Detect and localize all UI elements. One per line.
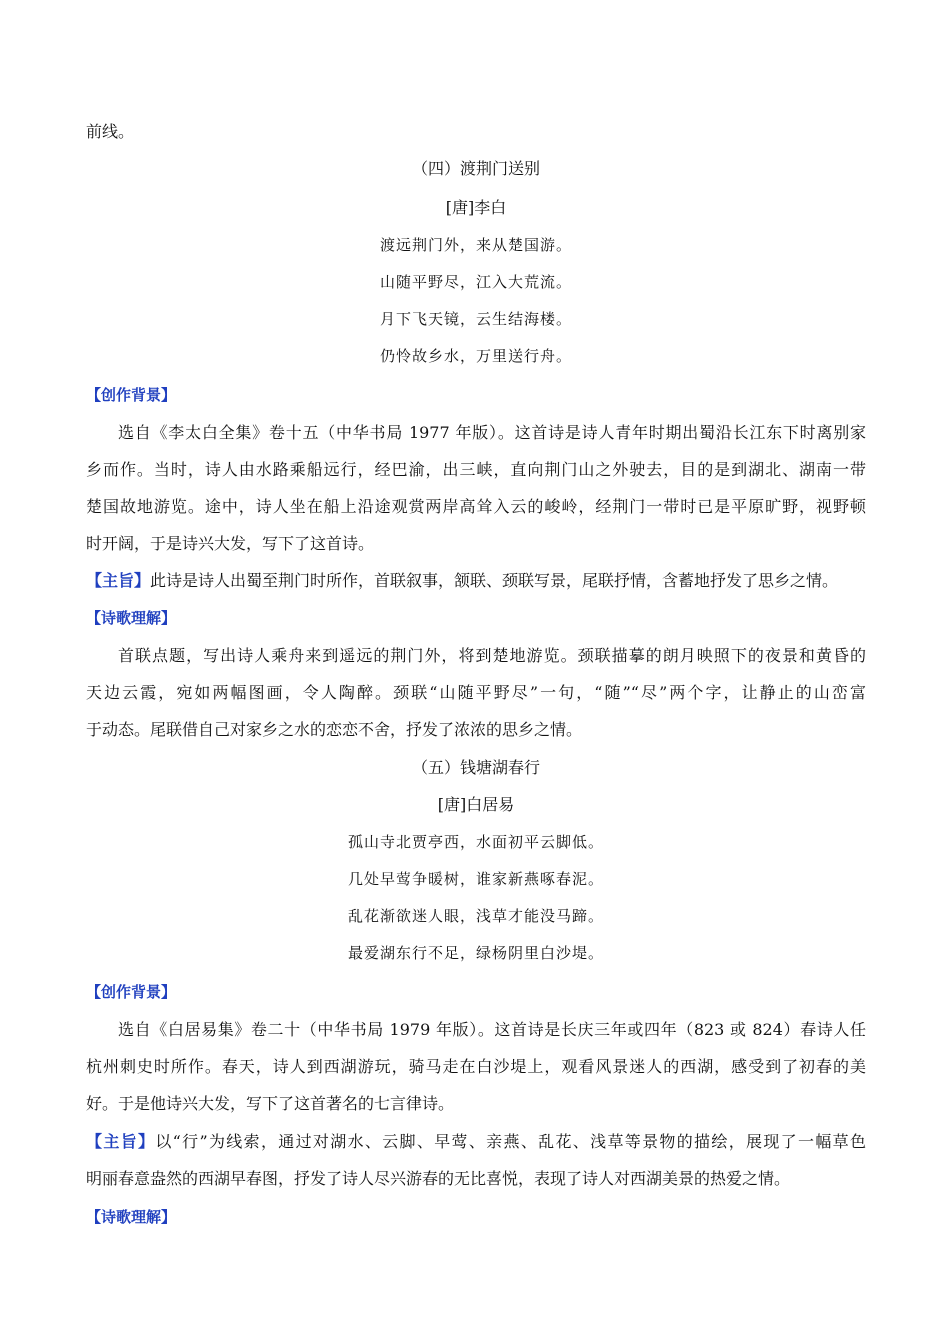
poem5-title: （五）钱塘湖春行 — [411, 758, 540, 777]
poem4-understanding-heading: 【诗歌理解】 — [86, 609, 177, 627]
poem5-theme-text-1: 以“行”为线索，通过对湖水、云脚、早莺、亲燕、乱花、浅草等景物的描绘，展现了一幅草色 — [155, 1132, 866, 1151]
poem4-background-line-1: 选自《李太白全集》卷十五（中华书局 1977 年版）。这首诗是诗人青年时期出蜀沿长江东下时离别家 — [118, 423, 866, 442]
poem5-line-2: 几处早莺争暖树，谁家新燕啄春泥。 — [347, 870, 604, 888]
poem5-author: [唐]白居易 — [437, 795, 515, 814]
poem5-background-heading: 【创作背景】 — [86, 983, 177, 1001]
poem5-line-4: 最爱湖东行不足，绿杨阴里白沙堤。 — [347, 944, 604, 962]
poem4-author: [唐]李白 — [445, 198, 507, 217]
poem4-understanding-line-3: 于动态。尾联借自己对家乡之水的恋恋不舍，抒发了浓浓的思乡之情。 — [86, 720, 583, 739]
poem4-line-2: 山随平野尽，江入大荒流。 — [379, 273, 572, 291]
poem4-theme-label: 【主旨】 — [86, 571, 151, 590]
poem5-theme-line-1 — [86, 1131, 866, 1153]
poem5-background-line-1: 选自《白居易集》卷二十（中华书局 1979 年版）。这首诗是长庆三年或四年（823 或 824）春诗人任 — [118, 1020, 866, 1039]
poem4-line-4: 仍怜故乡水，万里送行舟。 — [379, 347, 572, 365]
poem4-line-1: 渡远荆门外，来从楚国游。 — [379, 236, 572, 254]
poem4-theme — [86, 570, 866, 592]
poem4-background-line-4: 时开阔，于是诗兴大发，写下了这首诗。 — [86, 534, 375, 553]
poem5-background-line-2: 杭州刺史时所作。春天，诗人到西湖游玩，骑马走在白沙堤上，观看风景迷人的西湖，感受到了初春的美 — [86, 1057, 866, 1076]
poem5-understanding-heading: 【诗歌理解】 — [86, 1208, 177, 1226]
poem4-background-line-2: 乡而作。当时，诗人由水路乘船远行，经巴渝，出三峡，直向荆门山之外驶去，目的是到湖北、湖南一带 — [86, 460, 866, 479]
poem4-title: （四）渡荆门送别 — [411, 159, 540, 178]
poem5-line-1: 孤山寺北贾亭西，水面初平云脚低。 — [347, 833, 604, 851]
poem5-theme-label: 【主旨】 — [86, 1132, 156, 1151]
poem5-theme-line-2: 明丽春意盎然的西湖早春图，抒发了诗人尽兴游春的无比喜悦，表现了诗人对西湖美景的热爱之情。 — [86, 1169, 791, 1188]
poem4-line-3: 月下飞天镜，云生结海楼。 — [379, 310, 572, 328]
poem4-understanding-line-1: 首联点题，写出诗人乘舟来到遥远的荆门外，将到楚地游览。颈联描摹的朗月映照下的夜景和黄昏的 — [118, 646, 866, 665]
poem4-background-line-3: 楚国故地游览。途中，诗人坐在船上沿途观赏两岸高耸入云的峻岭，经荆门一带时已是平原旷野，视野顿 — [86, 497, 866, 516]
poem5-background-line-3: 好。于是他诗兴大发，写下了这首著名的七言律诗。 — [86, 1094, 455, 1113]
poem4-background-heading: 【创作背景】 — [86, 386, 177, 404]
poem4-understanding-line-2: 天边云霞，宛如两幅图画，令人陶醉。颈联“山随平野尽”一句，“随”“尽”两个字，让静止的山峦富 — [86, 683, 866, 702]
poem5-line-3: 乱花渐欲迷人眼，浅草才能没马蹄。 — [347, 907, 604, 925]
poem4-theme-text: 此诗是诗人出蜀至荆门时所作，首联叙事，颔联、颈联写景，尾联抒情，含蓄地抒发了思乡之情。 — [150, 571, 839, 590]
intro-tail: 前线。 — [86, 122, 135, 141]
